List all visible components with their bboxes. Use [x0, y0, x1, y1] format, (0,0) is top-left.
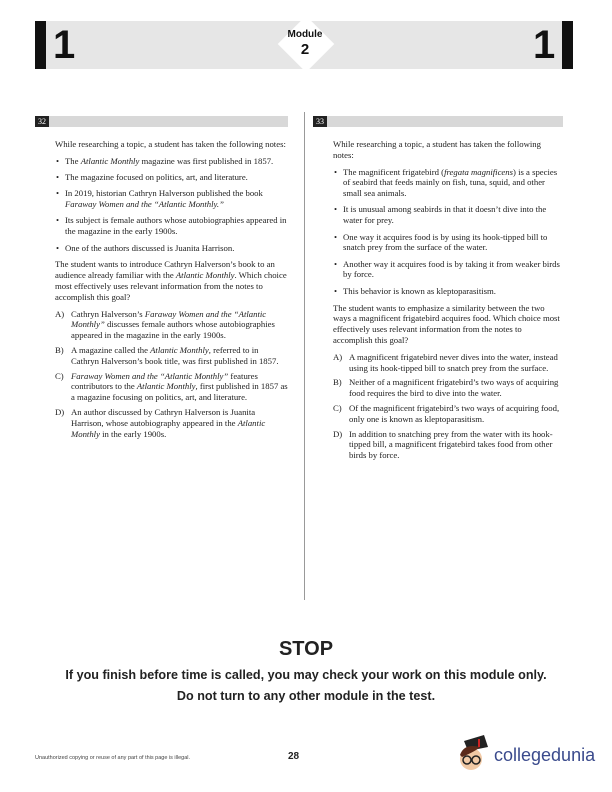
question-bar — [313, 116, 563, 127]
question-prompt: The student wants to emphasize a similarity between the two ways a magnificent frigatebird acquires food. Which choice most effectively uses relevant information from the notes to accomplish this goal? — [333, 302, 560, 345]
answer-option-d[interactable]: D) In addition to snatching prey from the water with its hook-tipped bill, a magnificent frigatebird takes food from other birds by force. — [333, 428, 553, 461]
mascot-icon — [456, 735, 490, 775]
answer-option-d[interactable]: D) An author discussed by Cathryn Halverson is Juanita Harrison, whose autobiography appeared in the Atlantic Monthly in the early 1900s. — [55, 406, 266, 439]
note: • The magazine focused on politics, art, and literature. — [55, 172, 288, 183]
column-divider — [304, 112, 305, 600]
module-label: Module — [287, 29, 323, 40]
question-number: 32 — [35, 116, 49, 127]
answer-option-a[interactable]: A) A magnificent frigatebird never dives into the water, instead using its hook-tipped bill to snatch prey from the surface. — [333, 351, 558, 373]
notes-list — [55, 156, 288, 254]
question-intro: While researching a topic, a student has taken the following notes: — [55, 139, 286, 149]
note: • In 2019, historian Cathryn Halverson published the book Faraway Women and the “Atlantic Monthly.” — [55, 188, 288, 210]
question-bar — [35, 116, 288, 127]
collegedunia-logo — [456, 735, 595, 775]
answer-option-c[interactable]: C) Of the magnificent frigatebird’s two ways of acquiring food, only one is known as kleptoparasitism. — [333, 402, 560, 424]
question-number: 33 — [313, 116, 327, 127]
header-bar-left — [35, 21, 46, 69]
header-bar-right — [562, 21, 573, 69]
stop-message-line2: Do not turn to any other module in the test. — [176, 689, 436, 703]
section-number-left: 1 — [53, 23, 76, 67]
note: • This behavior is known as kleptoparasitism. — [333, 286, 563, 297]
notes-list — [333, 167, 563, 297]
question-intro: While researching a topic, a student has taken the following notes: — [333, 139, 541, 160]
stop-heading: STOP — [278, 638, 334, 660]
note: • The Atlantic Monthly magazine was first published in 1857. — [55, 156, 288, 167]
section-header — [35, 21, 573, 69]
note: • One of the authors discussed is Juanita Harrison. — [55, 243, 288, 254]
module-number: 2 — [300, 41, 310, 58]
question-33 — [313, 116, 563, 465]
note: • Another way it acquires food is by taking it from weaker birds by force. — [333, 259, 563, 281]
note: • The magnificent frigatebird (fregata magnificens) is a species of seabird that feeds mainly on fish, tuna, squid, and other small sea animals. — [333, 167, 563, 199]
question-32 — [35, 116, 288, 443]
stop-message-line1: If you finish before time is called, you may check your work on this module only. — [65, 668, 547, 682]
answer-option-b[interactable]: B) A magazine called the Atlantic Monthly, referred to in Cathryn Halverson’s book title, was first published in 1857. — [55, 344, 279, 366]
note: • Its subject is female authors whose autobiographies appeared in the magazine in the early 1900s. — [55, 215, 288, 237]
page-number: 28 — [288, 751, 300, 762]
note: • One way it acquires food is by using its hook-tipped bill to snatch prey from the surface of the water. — [333, 232, 563, 254]
logo-text: collegedunia — [494, 744, 596, 765]
note: • It is unusual among seabirds in that it doesn’t dive into the water for prey. — [333, 204, 563, 226]
answer-option-a[interactable]: A) Cathryn Halverson’s Faraway Women and the “Atlantic Monthly” discusses female authors whose autobiographies appeared in the magazine in the early 1900s. — [55, 308, 275, 341]
answer-option-c[interactable]: C) Faraway Women and the “Atlantic Monthly” features contributors to the Atlantic Monthly, first published in 1857 as a magazine focusing on politics, art, and literature. — [55, 370, 288, 403]
answer-option-b[interactable]: B) Neither of a magnificent frigatebird’s two ways of acquiring food requires the bird to dive into the water. — [333, 377, 559, 399]
copyright-notice: Unauthorized copying or reuse of any part of this page is illegal. — [35, 755, 191, 761]
question-prompt: The student wants to introduce Cathryn Halverson’s book to an audience already familiar with the Atlantic Monthly. Which choice most effectively uses relevant information from the notes to accomplish this goal? — [55, 259, 287, 302]
section-number-right: 1 — [533, 23, 556, 67]
